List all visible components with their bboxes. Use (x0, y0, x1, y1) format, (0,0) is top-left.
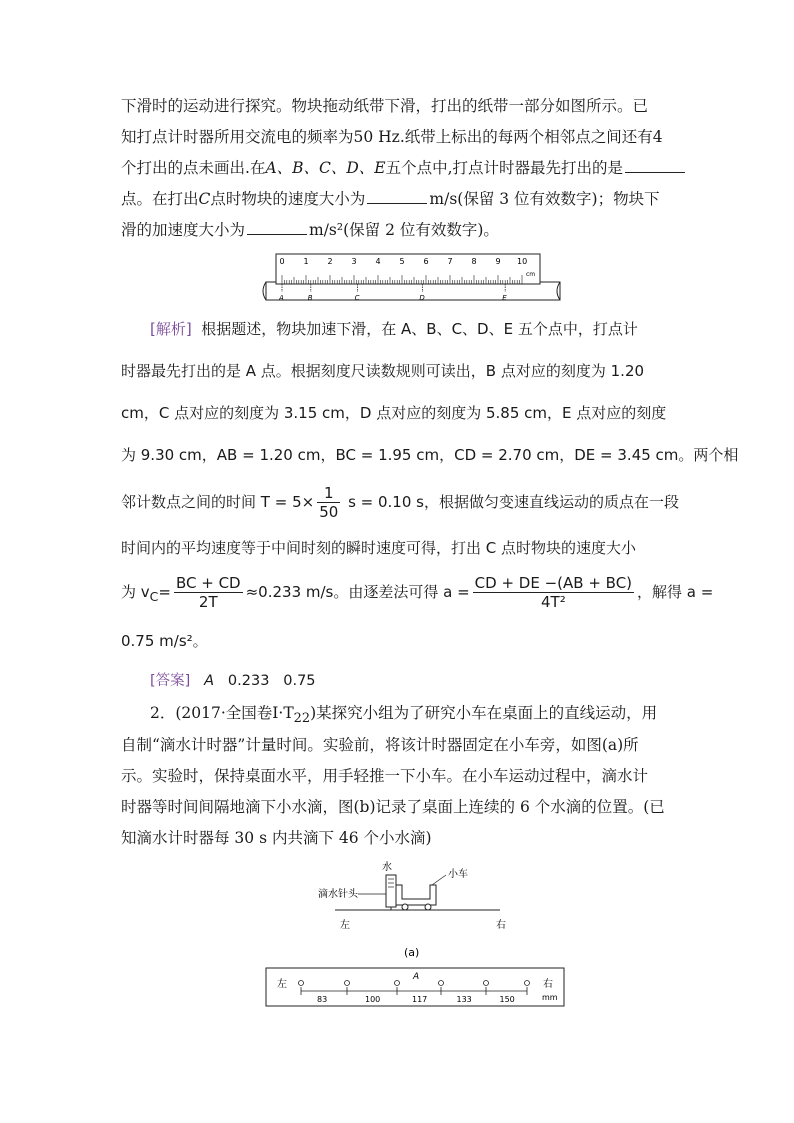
ruler-tick-label: 10 (517, 257, 528, 266)
text-line: 示。实验时，保持桌面水平，用手轻推一下小车。在小车运动过程中，滴水计 (121, 767, 649, 785)
drop-distance-label: 150 (499, 995, 515, 1004)
text-line: 自制“滴水计时器”计量时间。实验前，将该计时器固定在小车旁，如图(a)所 (121, 736, 639, 754)
ruler-tick-label: 9 (495, 257, 501, 266)
left-label: 左 (277, 979, 287, 990)
text-line: 为 $v_C=$ $\frac{BC + CD}{2T}$ ≈0.233 m/s。由逐差法可得 a = $\frac{CD + DE -(AB + BC)}{\text{4T²}}$ ，解得 a = (121, 574, 714, 611)
ruler-figure (260, 252, 565, 304)
unit-label: mm (542, 993, 558, 1002)
drip-timer (386, 875, 396, 907)
answer-blank (625, 158, 685, 173)
figure-caption: (a) (404, 946, 420, 959)
ruler-tick-label: 7 (447, 257, 453, 266)
fraction: $\frac{BC + CD}{2T}$ (175, 574, 241, 611)
ruler-tick-label: 1 (303, 257, 309, 266)
ruler-tick-label: 0 (279, 257, 285, 266)
left-label: 左 (340, 920, 350, 931)
drop-distance-label: 100 (365, 995, 381, 1004)
text-line: cm，C 点对应的刻度为 3.15 cm，D 点对应的刻度为 5.85 cm，E 点对应的刻度 (121, 404, 667, 422)
water-drop (439, 981, 444, 986)
cart-label: 小车 (448, 869, 468, 880)
needle-label: 滴水针头 (318, 889, 358, 900)
text-line: [解析] 根据题述，物块加速下滑，在 A、B、C、D、E 五个点中，打点计 (150, 320, 638, 338)
water-drop (395, 981, 400, 986)
fraction: $\frac{CD + DE -(AB + BC)}{\text{4T²}}$ (474, 574, 633, 611)
tape-point-label: B (307, 294, 313, 302)
text-line: 邻计数点之间的时间 T = 5× $\frac{1}{50}$ s = 0.10 s，根据做匀变速直线运动的质点在一段 (121, 484, 679, 521)
analysis-tag: [解析] (150, 320, 192, 338)
text-line: 时器等时间间隔地滴下小水滴，图(b)记录了桌面上连续的 6 个水滴的位置。(已 (121, 798, 665, 816)
right-label: 右 (543, 979, 553, 990)
figure-a (300, 855, 520, 965)
text-line: 2．(2017·全国卷$Ⅰ\cdot T_{22}$)某探究小组为了研究小车在桌面上的直线运动，用 (150, 704, 658, 727)
tape-point-label: E (502, 294, 507, 302)
cart (396, 885, 436, 905)
ruler-tick-label: 4 (375, 257, 381, 266)
text-line: 0.75 m/s²。 (121, 632, 208, 650)
text-line: 滑的加速度大小为 m/s²(保留 2 位有效数字)。 (121, 221, 499, 239)
tape-point-label: D (419, 294, 425, 302)
answer-blank (247, 220, 307, 235)
text-line: 时间内的平均速度等于中间时刻的瞬时速度可得，打出 C 点时物块的速度大小 (121, 539, 637, 557)
ruler-tick-label: 5 (399, 257, 405, 266)
text-line: 为 9.30 cm，AB = 1.20 cm，BC = 1.95 cm，CD = 2.70 cm，DE = 3.45 cm。两个相 (121, 446, 739, 464)
right-label: 右 (496, 920, 506, 931)
water-drop (484, 981, 489, 986)
ruler-tick-label: 2 (327, 257, 333, 266)
tape-point-label: C (354, 294, 360, 302)
answer-line: [答案] A 0.233 0.75 (150, 673, 316, 689)
text-line: 个打出的点未画出.在A、B、C、D、E五个点中,打点计时器最先打出的是 (121, 157, 687, 179)
point-a-label: A (413, 972, 420, 982)
ruler-tick-label: 3 (351, 257, 357, 266)
answer-tag: [答案] (150, 673, 191, 689)
drop-distance-label: 83 (317, 995, 328, 1004)
tape-point-label: A (279, 294, 284, 302)
water-drop (345, 981, 350, 986)
text-line: 知打点计时器所用交流电的频率为50 Hz.纸带上标出的每两个相邻点之间还有4 (121, 128, 663, 146)
water-drop (525, 981, 530, 986)
ruler-tick-label: 8 (471, 257, 477, 266)
water-label: 水 (382, 862, 392, 873)
text-line: 时器最先打出的是 A 点。根据刻度尺读数规则可读出，B 点对应的刻度为 1.20 (121, 362, 645, 380)
text-line: 点。在打出C点时物块的速度大小为 m/s(保留 3 位有效数字)；物块下 (121, 190, 660, 208)
ruler-unit: cm (526, 271, 536, 278)
figure-b (265, 967, 565, 1009)
text-line: 下滑时的运动进行探究。物块拖动纸带下滑，打出的纸带一部分如图所示。已 (121, 97, 649, 115)
answer-blank (367, 189, 427, 204)
ruler-tick-label: 6 (423, 257, 429, 266)
drop-distance-label: 133 (456, 995, 472, 1004)
drop-distance-label: 117 (412, 995, 428, 1004)
fraction: $\frac{1}{50}$ (319, 484, 339, 521)
water-drop (299, 981, 304, 986)
text-line: 知滴水计时器每 30 s 内共滴下 46 个小水滴) (121, 829, 432, 847)
